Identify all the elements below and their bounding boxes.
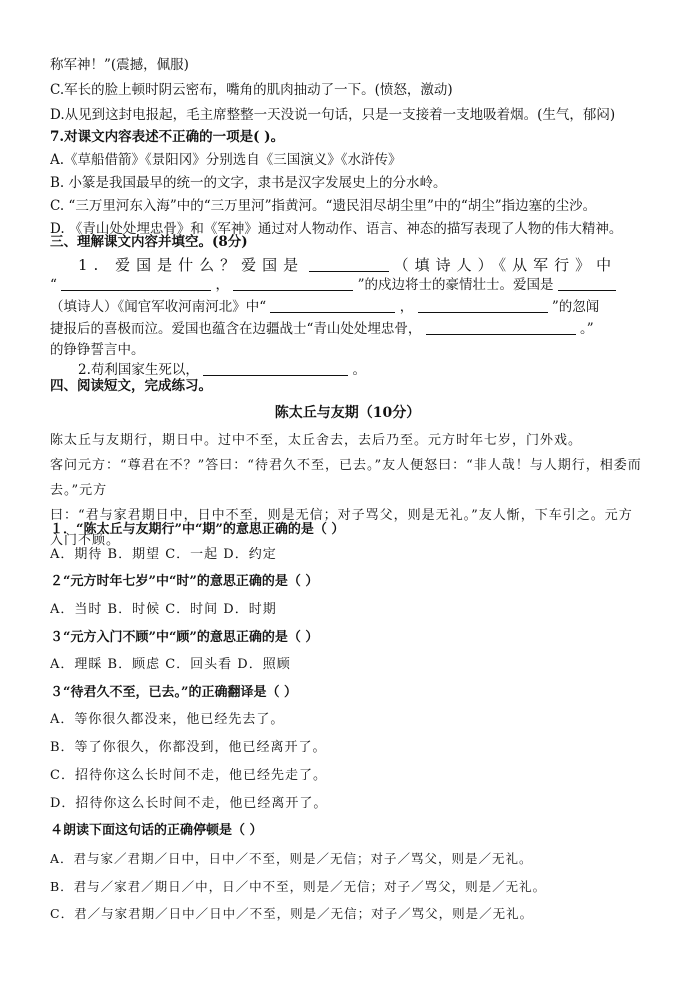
q7-option-c: C. “三万里河东入海”中的“三万里河”指黄河。“遗民泪尽胡尘里”中的“胡尘”指边塞的尘沙。 [50, 198, 597, 214]
question-3-stem: ３“元方入门不顾”中“顾”的意思正确的是（ ） [50, 630, 319, 645]
question-4-option-d: D．招待你这么长时间不走，他已经离开了。 [50, 796, 328, 811]
section4-heading: 四、阅读短文，完成练习。 [50, 378, 212, 394]
section3-line-5: 的铮铮誓言中。 [50, 342, 145, 358]
top-line-1: 称军神！”(震撼，佩服) [50, 57, 189, 73]
question-2-stem: ２“元方时年七岁”中“时”的意思正确的是（ ） [50, 574, 319, 589]
blank-poet-2[interactable] [558, 275, 616, 291]
fill-text: 2.苟利国家生死以， [78, 362, 199, 378]
question-1-options: A．期待 B．期望 C．一起 D．约定 [50, 547, 277, 562]
question-5-option-a: A．君与家／君期／日中，日中／不至，则是／无信；对子／骂父，则是／无礼。 [50, 851, 533, 866]
section3-line-1 [78, 255, 655, 275]
q7-option-d: D. 《青山处处埋忠骨》和《军神》通过对人物动作、语言、神态的描写表现了人物的伟大精神。 [50, 221, 623, 237]
blank-line-2[interactable] [233, 275, 353, 291]
fill-text: （填诗人）《闻官军收河南河北》中“ [50, 299, 267, 315]
question-3-options: A．理睬 B．顾虑 C．回头看 D．照顾 [50, 657, 291, 672]
question-4-stem: ３“待君久不至，已去。”的正确翻译是（ ） [50, 685, 297, 700]
fill-text: ， [215, 277, 229, 293]
fill-text: ”的忽闻 [551, 299, 600, 315]
section3-line-4 [50, 319, 655, 339]
question-1-stem: １．“陈太丘与友期行”中“期”的意思正确的是（ ） [50, 522, 345, 537]
fill-text: 。 [352, 362, 366, 378]
question-4-option-c: C．招待你这么长时间不走，他已经先走了。 [50, 768, 327, 783]
q7-option-a: A.《草船借箭》《景阳冈》分别选自《三国演义》《水浒传》 [50, 152, 402, 168]
question-5-option-b: B．君与／家君／期日／中，日／中不至，则是／无信；对子／骂父，则是／无礼。 [50, 879, 547, 894]
passage-line: 入门不顾。 [50, 533, 121, 548]
question-2-options: A．当时 B．时候 C．时间 D．时期 [50, 602, 277, 617]
question-5-stem: ４朗读下面这句话的正确停顿是（ ） [50, 823, 263, 838]
fill-text: 捷报后的喜极而泣。爱国也蕴含在边疆战士“青山处处埋忠骨， [50, 321, 422, 337]
blank-poet-1[interactable] [309, 256, 389, 272]
blank-line-3[interactable] [270, 297, 395, 313]
passage-title: 陈太丘与友期（10分） [274, 405, 421, 421]
passage-line: 客问元方：“尊君在不？”答曰：“待君久不至，已去。”友人便怒曰：“非人哉！与人期行，相委而去。”元方 [50, 458, 642, 498]
blank-line-6[interactable] [203, 360, 348, 376]
q7-stem: 7.对课文内容表述不正确的一项是( )。 [50, 129, 285, 145]
blank-line-5[interactable] [426, 319, 576, 335]
fill-text: 。” [580, 321, 594, 337]
fill-text: ”的戍边将士的豪情壮士。爱国是 [357, 277, 554, 293]
passage-line: 陈太丘与友期行，期日中。过中不至，太丘舍去，去后乃至。元方时年七岁，门外戏。 [50, 433, 583, 448]
question-4-option-a: A．等你很久都没来，他已经先去了。 [50, 712, 285, 727]
fill-text: ， [399, 299, 414, 315]
fill-text: （填诗人）《从军行》中 [393, 256, 618, 274]
question-5-option-c: C．君／与家君期／日中／日中／不至，则是／无信；对子／骂父，则是／无礼。 [50, 906, 534, 921]
fill-text: 1. 爱国是什么？爱国是 [78, 256, 305, 274]
passage-line: 曰：“君与家君期日中，日中不至，则是无信；对子骂父，则是无礼。”友人惭，下车引之。元方 [50, 508, 633, 523]
section3-line-3 [50, 297, 655, 317]
question-4-option-b: B．等了你很久，你都没到，他已经离开了。 [50, 740, 327, 755]
section3-line-2 [50, 275, 655, 295]
blank-line-4[interactable] [418, 297, 548, 313]
fill-text: “ [50, 277, 57, 293]
section3-heading: 三、理解课文内容并填空。(8分) [50, 234, 248, 250]
top-line-c: C.军长的脸上顿时阴云密布，嘴角的肌肉抽动了一下。(愤怒，激动) [50, 82, 453, 98]
top-line-d: D.从见到这封电报起，毛主席整整一天没说一句话，只是一支接着一支地吸着烟。(生气，郁闷) [50, 107, 616, 123]
q7-option-b: B. 小篆是我国最早的统一的文字，隶书是汉字发展史上的分水岭。 [50, 175, 447, 191]
blank-line-1[interactable] [61, 275, 211, 291]
